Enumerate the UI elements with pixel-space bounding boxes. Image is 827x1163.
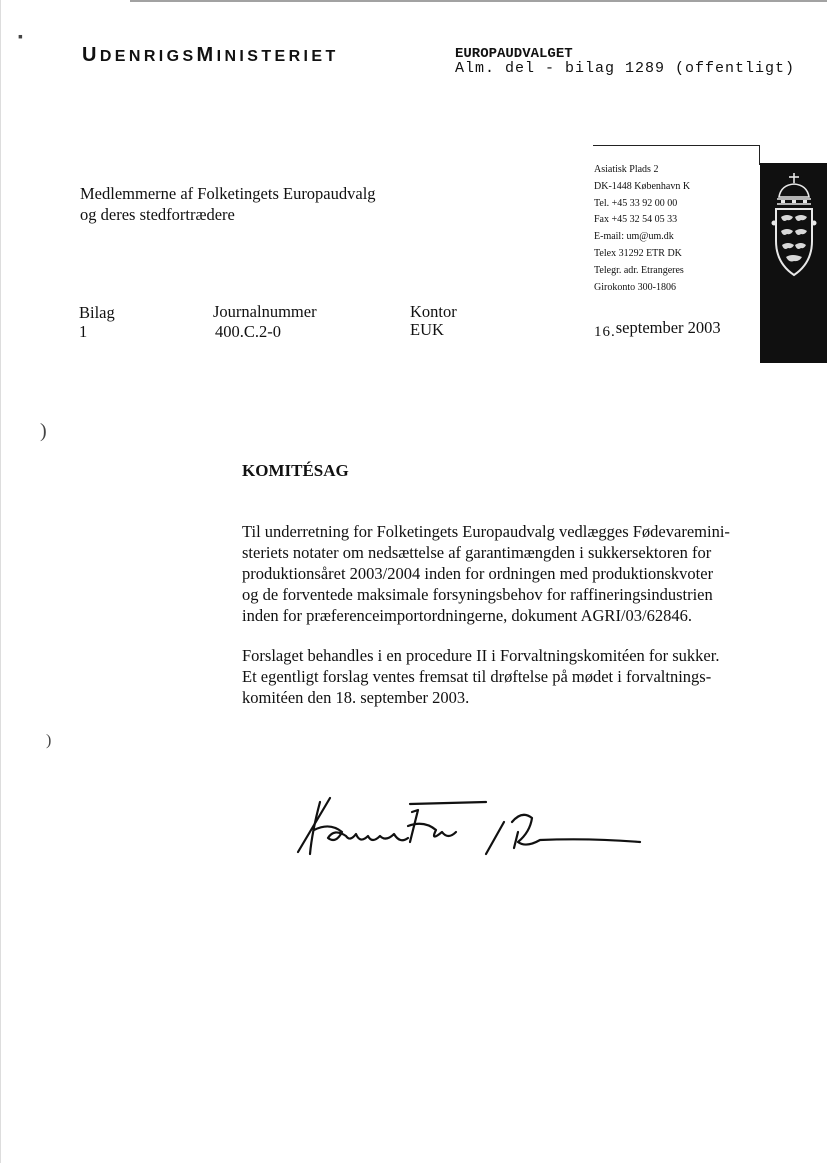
stamp-title: EUROPAUDVALGET: [455, 46, 573, 62]
address-line: E-mail: um@um.dk: [594, 231, 674, 243]
crest-icon: [771, 171, 817, 281]
recipient-line: og deres stedfortrædere: [80, 205, 235, 224]
left-edge-scan-line: [0, 0, 1, 1163]
letter-date: 16.september 2003: [594, 318, 721, 340]
scan-mark: ): [40, 420, 47, 442]
address-block: [594, 162, 690, 296]
scan-mark: ▪: [18, 30, 23, 45]
address-line: Fax +45 32 54 05 33: [594, 214, 678, 226]
kontor-value: EUK: [410, 320, 444, 339]
paragraph-line: inden for præferenceimportordningerne, dokument AGRI/03/62846.: [242, 606, 692, 625]
handwritten-signature: [290, 792, 650, 867]
recipient-block: [80, 183, 376, 225]
scan-mark: ): [46, 732, 52, 749]
date-day: 16: [594, 324, 611, 340]
address-frame-line: [759, 145, 760, 165]
ministry-name: UDENRIGSMINISTERIET: [82, 44, 339, 66]
top-scan-line: [130, 0, 827, 2]
address-line: Tel. +45 33 92 00 00: [594, 197, 678, 209]
kontor-label: Kontor: [410, 302, 457, 321]
address-line: DK-1448 København K: [594, 180, 691, 192]
address-frame-line: [593, 145, 759, 146]
paragraph-line: Til underretning for Folketingets Europaudvalg vedlægges Fødevaremini-: [242, 522, 730, 541]
body-paragraph: [242, 521, 772, 626]
stamp-reference: Alm. del - bilag 1289 (offentligt): [455, 60, 796, 77]
address-line: Telegr. adr. Etrangeres: [594, 264, 684, 276]
paragraph-line: og de forventede maksimale forsyningsbehov for raffineringsindustrien: [242, 585, 713, 604]
paragraph-line: komitéen den 18. september 2003.: [242, 688, 470, 707]
paragraph-line: Et egentligt forslag ventes fremsat til drøftelse på mødet i forvaltnings-: [242, 667, 712, 686]
address-line: Telex 31292 ETR DK: [594, 247, 682, 259]
body-paragraph: [242, 645, 772, 708]
date-month-year: september 2003: [615, 318, 721, 337]
paragraph-line: produktionsåret 2003/2004 inden for ordningen med produktionskvoter: [242, 564, 714, 583]
address-line: Girokonto 300-1806: [594, 281, 676, 293]
bilag-label: Bilag: [79, 303, 115, 322]
royal-crest-logo: [760, 163, 827, 363]
recipient-line: Medlemmerne af Folketingets Europaudvalg: [80, 184, 376, 203]
address-line: Asiatisk Plads 2: [594, 164, 659, 175]
journal-value: 400.C.2-0: [215, 322, 281, 341]
paragraph-line: steriets notater om nedsættelse af garantimængden i sukkersektoren for: [242, 543, 712, 562]
bilag-value: 1: [79, 322, 88, 341]
paragraph-line: Forslaget behandles i en procedure II i Forvaltningskomitéen for sukker.: [242, 646, 720, 665]
document-heading: KOMITÉSAG: [242, 461, 349, 480]
journal-label: Journalnummer: [213, 302, 317, 321]
